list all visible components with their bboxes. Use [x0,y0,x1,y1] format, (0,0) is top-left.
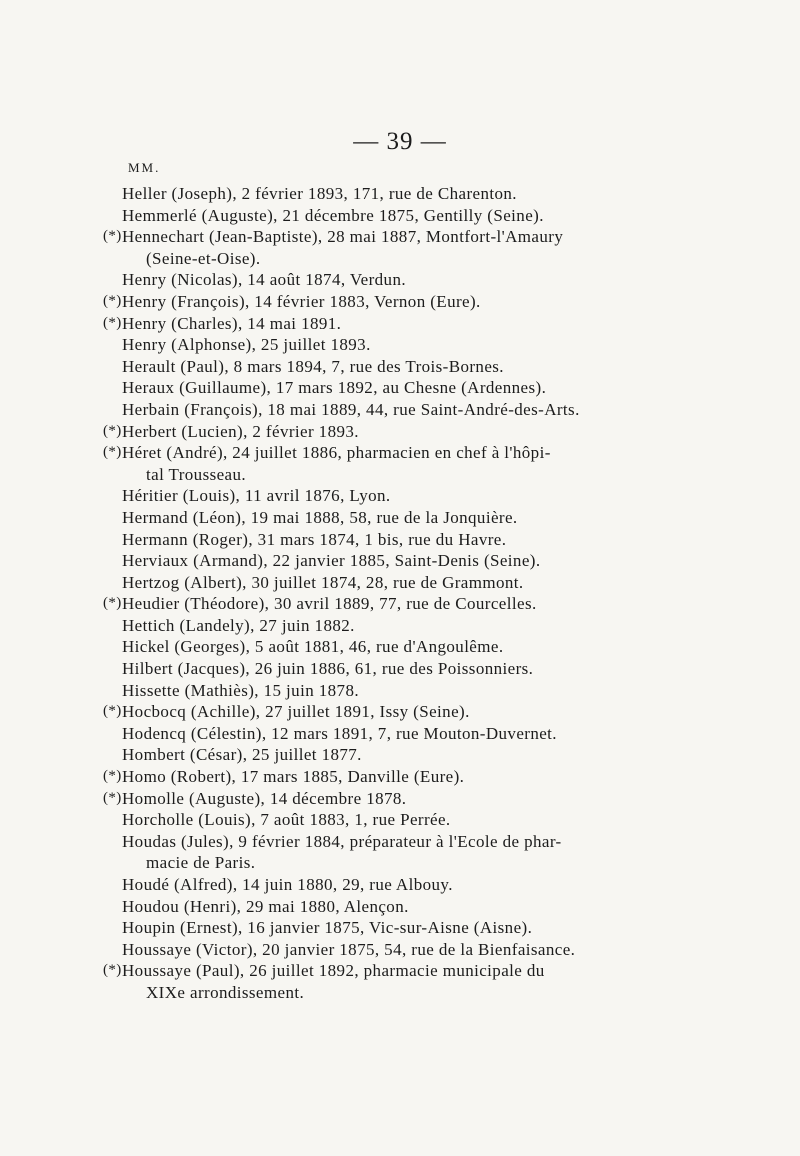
entry-marker: (*) [103,422,122,439]
list-item [0,658,800,680]
entry-text: Horcholle (Louis), 7 août 1883, 1, rue Perrée. [122,810,451,830]
entry-text: Heudier (Théodore), 30 avril 1889, 77, rue de Courcelles. [122,594,537,614]
list-item [0,269,800,291]
list-item [0,593,800,615]
entry-marker: (*) [103,595,122,612]
list-item [0,529,800,551]
list-item [0,723,800,745]
entry-text: Houdé (Alfred), 14 juin 1880, 29, rue Albouy. [122,875,453,894]
entry-text: Héritier (Louis), 11 avril 1876, Lyon. [122,486,391,506]
list-item [0,334,800,356]
list-item [0,485,800,507]
entry-marker: (*) [103,444,122,461]
entry-text: Hissette (Mathiès), 15 juin 1878. [122,680,360,700]
entry-list [0,183,800,1004]
entry-text: Henry (François), 14 février 1883, Vernon (Eure). [122,291,481,311]
entry-text: Hickel (Georges), 5 août 1881, 46, rue d'Angoulême. [122,637,504,657]
list-item [0,809,800,831]
entry-text: Hemmerlé (Auguste), 21 décembre 1875, Gentilly (Seine). [122,205,544,225]
entry-text: Henry (Alphonse), 25 juillet 1893. [122,335,371,355]
list-item [0,766,800,788]
entry-marker: (*) [103,962,122,979]
list-item [0,917,800,939]
list-item [0,313,800,335]
entry-continuation-line: tal Trousseau. [146,464,247,484]
entry-text: Homolle (Auguste), 14 décembre 1878. [122,788,407,808]
entry-text: Heraux (Guillaume), 17 mars 1892, au Chesne (Ardennes). [122,378,547,398]
entry-text: Houssaye (Victor), 20 janvier 1875, 54, rue de la Bienfaisance. [122,939,576,959]
list-item [0,636,800,658]
entry-text: Hilbert (Jacques), 26 juin 1886, 61, rue des Poissonniers. [122,659,534,679]
list-item [0,896,800,918]
list-item [0,226,800,269]
list-item [0,744,800,766]
entry-text: Houdou (Henri), 29 mai 1880, Alençon. [122,896,409,916]
list-item [0,421,800,443]
list-item [0,939,800,961]
list-item [0,874,800,896]
list-item [0,960,800,1003]
entry-continuation-line: (Seine-et-Oise). [146,248,261,268]
entry-text: Henry (Nicolas), 14 août 1874, Verdun. [122,270,406,290]
list-item [0,442,800,485]
list-item [0,399,800,421]
entry-text: Hermann (Roger), 31 mars 1874, 1 bis, rue du Havre. [122,529,507,549]
entry-text: Houdas (Jules), 9 février 1884, préparateur à l'Ecole de phar- [122,831,562,851]
list-item [0,183,800,205]
entry-marker: (*) [103,789,122,806]
list-item [0,205,800,227]
entry-text: Héret (André), 24 juillet 1886, pharmacien en chef à l'hôpi- [122,443,551,463]
list-item [0,507,800,529]
entry-text: Herbert (Lucien), 2 février 1893. [122,421,359,441]
entry-text: Hocbocq (Achille), 27 juillet 1891, Issy (Seine). [122,702,470,722]
list-header: MM. [128,160,161,175]
entry-continuation-line: XIXe arrondissement. [146,982,305,1002]
entry-text: Hennechart (Jean-Baptiste), 28 mai 1887, Montfort-l'Amaury [122,227,564,247]
list-item [0,701,800,723]
entry-marker: (*) [103,228,122,245]
list-item [0,615,800,637]
entry-marker: (*) [103,314,122,331]
list-item [0,788,800,810]
entry-text: Houssaye (Paul), 26 juillet 1892, pharmacie municipale du [122,961,545,981]
entry-text: Herault (Paul), 8 mars 1894, 7, rue des Trois-Bornes. [122,356,504,376]
entry-text: Herviaux (Armand), 22 janvier 1885, Saint-Denis (Seine). [122,551,541,571]
entry-marker: (*) [103,703,122,720]
list-item [0,831,800,874]
entry-text: Hodencq (Célestin), 12 mars 1891, 7, rue Mouton-Duvernet. [122,723,557,743]
list-item [0,550,800,572]
entry-text: Hermand (Léon), 19 mai 1888, 58, rue de la Jonquière. [122,507,518,527]
entry-text: Hertzog (Albert), 30 juillet 1874, 28, rue de Grammont. [122,572,524,592]
list-item [0,572,800,594]
list-item [0,680,800,702]
entry-text: Herbain (François), 18 mai 1889, 44, rue Saint-André-des-Arts. [122,399,580,419]
entry-text: Henry (Charles), 14 mai 1891. [122,313,342,333]
list-item [0,356,800,378]
list-item [0,291,800,313]
page-number: — 39 — [353,128,447,155]
entry-text: Homo (Robert), 17 mars 1885, Danville (Eure). [122,767,465,787]
entry-marker: (*) [103,768,122,785]
entry-text: Hettich (Landely), 27 juin 1882. [122,615,355,635]
entry-text: Houpin (Ernest), 16 janvier 1875, Vic-sur-Aisne (Aisne). [122,918,533,938]
entry-marker: (*) [103,292,122,309]
entry-continuation-line: macie de Paris. [146,853,256,873]
entry-text: Heller (Joseph), 2 février 1893, 171, rue de Charenton. [122,184,517,203]
list-item [0,377,800,399]
entry-text: Hombert (César), 25 juillet 1877. [122,745,362,765]
